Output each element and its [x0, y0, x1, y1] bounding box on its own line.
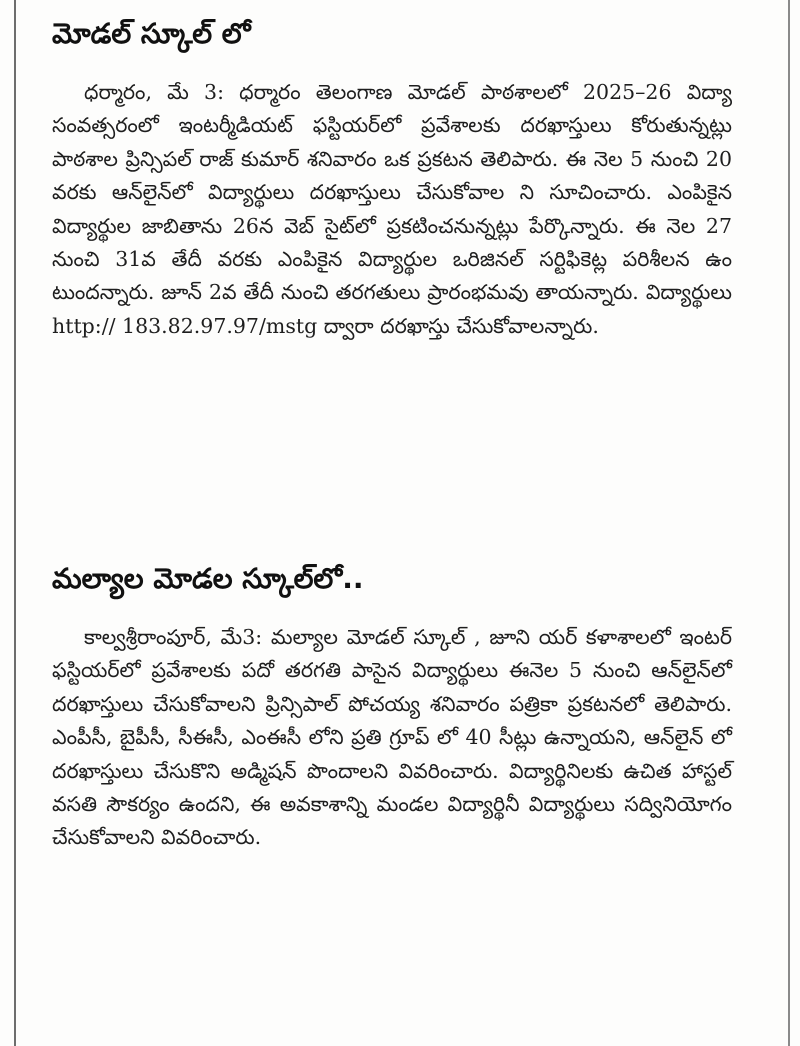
article-body: కాల్వశ్రీరాంపూర్, మే3: మల్యాల మోడల్ స్కూల్ , జూని యర్ కళాశాలలో ఇంటర్ ఫస్టియర్‌లో ప్రవేశాలకు పదో తరగతి పాసైన విద్యార్థులు ఈనెల 5 నుంచి ఆన్‌లైన్‌లో దరఖాస్తులు చేసుకోవాలని ప్రిన్సిపాల్ పోచయ్య శనివారం పత్రికా ప్రకటనలో తెలిపారు. ఎంపీసీ, బైపీసీ, సీఈసీ, ఎంఈసీ లోని ప్రతి గ్రూప్ లో 40 సీట్లు ఉన్నాయని, ఆన్‌లైన్ లో దరఖాస్తులు చేసుకొని అడ్మిషన్ పొందాలని వివరించారు. విద్యార్థినిలకు ఉచిత హాస్టల్ వసతి సౌకర్యం ఉందని, ఈ అవకాశాన్ని మండల విద్యార్థినీ విద్యార్థులు సద్వినియోగం చేసుకోవాలని వివరించారు.	[52, 625, 732, 850]
article-body: ధర్మారం, మే 3: ధర్మారం తెలంగాణ మోడల్ పాఠశాలలో 2025–26 విద్యా సంవత్సరంలో ఇంటర్మీడియట్ ఫస్టియర్‌లో ప్రవేశాలకు దరఖాస్తులు కోరుతున్నట్లు పాఠశాల ప్రిన్సిపల్ రాజ్ కుమార్ శనివారం ఒక ప్రకటన తెలిపారు. ఈ నెల 5 నుంచి 20 వరకు ఆన్‌లైన్‌లో విద్యార్థులు దరఖాస్తులు చేసుకోవాల ని సూచించారు. ఎంపికైన విద్యార్థుల జాబితాను 26న వెబ్ సైట్‌లో ప్రకటించనున్నట్లు పేర్కొన్నారు. ఈ నెల 27 నుంచి 31వ తేదీ వరకు ఎంపికైన విద్యార్థుల ఒరిజినల్ సర్టిఫికెట్ల పరిశీలన ఉం టుందన్నారు. జూన్ 2వ తేదీ నుంచి తరగతులు ప్రారంభమవు తాయన్నారు. విద్యార్థులు http:// 183.82.97.97/mstg ద్వారా దరఖాస్తు చేసుకోవాలన్నారు.	[52, 80, 732, 338]
article-malyala-model-school	[52, 555, 732, 855]
article-model-school	[52, 10, 732, 343]
column-divider-left	[14, 0, 16, 1046]
column-divider-right	[788, 0, 790, 1046]
article-headline: మోడల్ స్కూల్ లో	[52, 17, 251, 50]
article-headline: మల్యాల మోడల స్కూల్‌లో..	[52, 562, 364, 595]
